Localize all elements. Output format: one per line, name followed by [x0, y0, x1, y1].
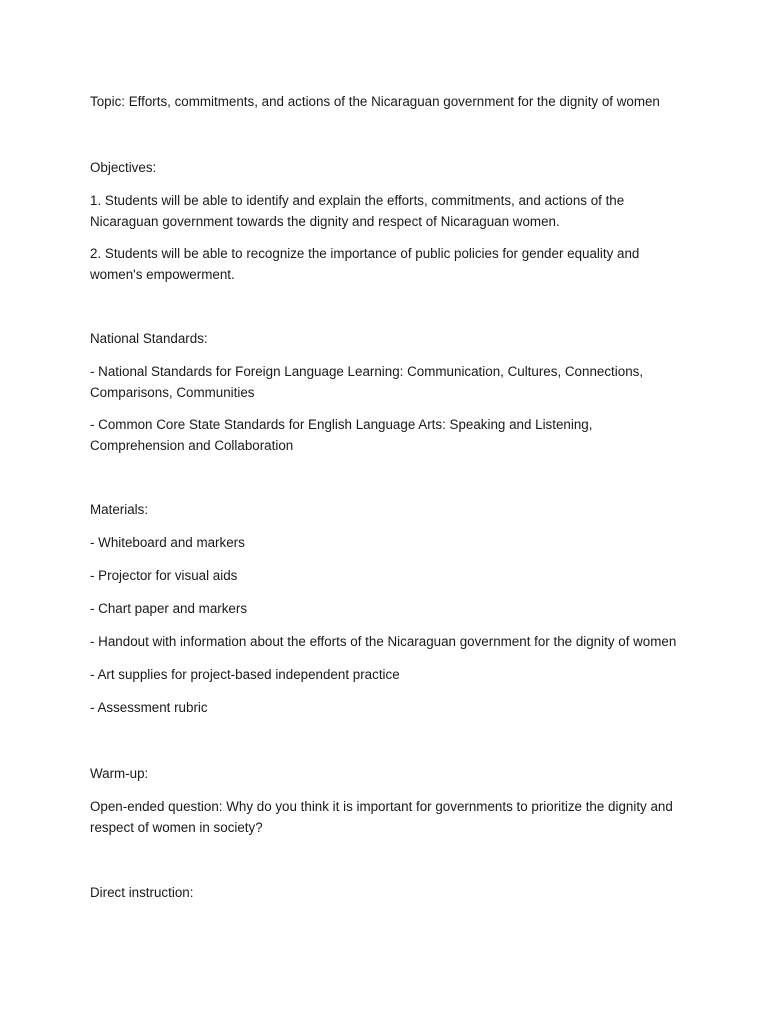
direct-instruction-heading: Direct instruction:: [90, 885, 194, 900]
warmup-question: Open-ended question: Why do you think it is important for governments to prioritize the dignity and respect of women in society?: [90, 799, 673, 835]
objective-item: 1. Students will be able to identify and explain the efforts, commitments, and actions of the Nicaraguan government towards the dignity and respect of Nicaraguan women.: [90, 193, 625, 229]
materials-item: - Chart paper and markers: [90, 601, 248, 616]
materials-heading: Materials:: [90, 502, 149, 517]
objective-item: 2. Students will be able to recognize the importance of public policies for gender equality and women's empowerment.: [90, 246, 640, 282]
standard-item: - Common Core State Standards for English Language Arts: Speaking and Listening, Comprehension and Collaboration: [90, 417, 593, 453]
topic-line: Topic: Efforts, commitments, and actions of the Nicaraguan government for the dignity of women: [90, 94, 660, 109]
materials-item: - Whiteboard and markers: [90, 535, 245, 550]
standard-item: - National Standards for Foreign Language Learning: Communication, Cultures, Connections, Comparisons, Communities: [90, 364, 644, 400]
materials-item: - Assessment rubric: [90, 700, 208, 715]
materials-item: - Handout with information about the efforts of the Nicaraguan government for the dignity of women: [90, 634, 677, 649]
warmup-heading: Warm-up:: [90, 766, 149, 781]
materials-item: - Art supplies for project-based independent practice: [90, 667, 400, 682]
standards-heading: National Standards:: [90, 331, 208, 346]
materials-item: - Projector for visual aids: [90, 568, 238, 583]
objectives-heading: Objectives:: [90, 160, 157, 175]
